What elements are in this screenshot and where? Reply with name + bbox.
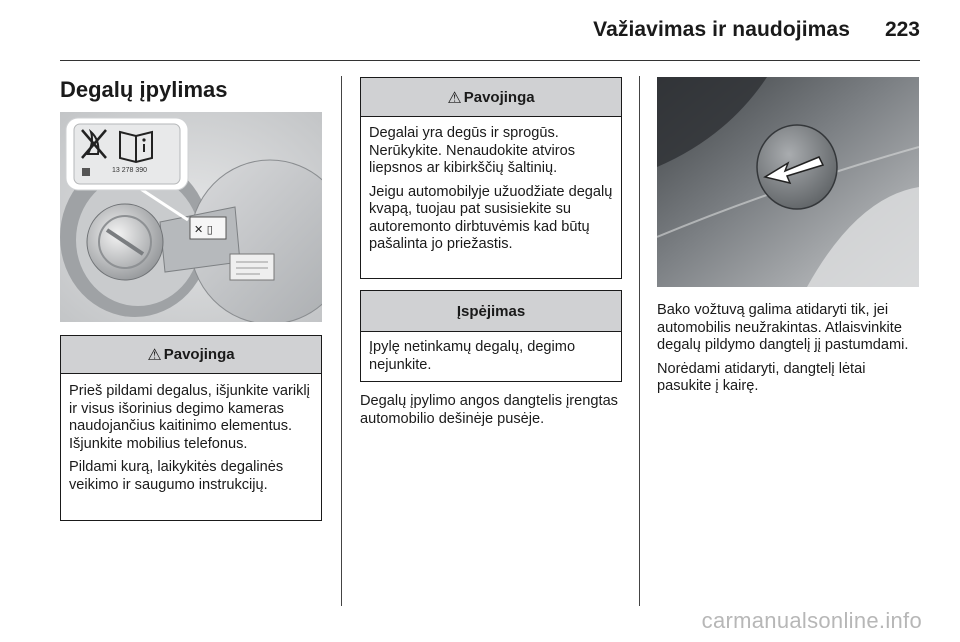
fuel-flap-illustration [657,77,919,287]
caution-paragraph: Įpylę netinkamų degalų, degimo nejunkite. [369,339,576,373]
danger-middle-paragraph-1: Degalai yra degūs ir sprogūs. Nerūkykite. Nenaudokite atviros liepsnos ar kibirkščių šaltinių. [369,125,576,176]
header-rule [60,60,920,61]
caution-box [360,290,622,382]
right-body-text [657,302,922,402]
caution-box-header [361,291,621,332]
running-header-title: Važiavimas ir naudojimas [593,18,850,41]
watermark: carmanualsonline.info [701,608,922,633]
middle-body-text [360,393,625,434]
warning-triangle-icon: ⚠ [447,87,462,107]
section-title: Degalų įpylimas [60,77,228,102]
danger-middle-paragraph-2: Jeigu automobilyje užuodžiate degalų kvapą, tuojau pat susisiekite su autoremonto dirbtuvėmis kad būtų pašalinta jo priežastis. [369,183,613,252]
right-paragraph-2: Norėdami atidaryti, dangtelį lėtai pasukite į kairę. [657,360,866,394]
fuel-flap-figure [657,77,919,287]
page-number: 223 [884,18,920,41]
fuel-filler-figure [60,112,322,322]
right-paragraph-1: Bako vožtuvą galima atidaryti tik, jei automobilis neužrakintas. Atlaisvinkite degalų pildymo dangtelį jį pastumdami. [657,302,909,353]
svg-text:✕ ▯: ✕ ▯ [194,223,213,236]
danger-left-paragraph-1: Prieš pildami degalus, išjunkite variklį ir visus išorinius degimo kameras naudojančius kaitinimo elementus. Išjunkite mobilius telefonus. [69,383,310,452]
caution-box-title: Įspėjimas [456,302,526,320]
column-rule-left [341,76,342,606]
danger-left-paragraph-2: Pildami kurą, laikykitės degalinės veikimo ir saugumo instrukcijų. [69,459,284,493]
danger-box-left-header [61,336,321,374]
fuel-filler-illustration [60,112,322,322]
danger-box-left [60,335,322,521]
danger-box-left-title: Pavojinga [163,346,235,363]
danger-box-middle [360,77,622,279]
column-rule-right [639,76,640,606]
sticker-code: 13 278 390 [112,167,148,174]
danger-box-middle-title: Pavojinga [463,88,535,106]
warning-triangle-icon: ⚠ [147,345,162,364]
fuel-flap-location-text: Degalų įpylimo angos dangtelis įrengtas automobilio dešinėje pusėje. [360,393,618,427]
danger-box-middle-header [361,78,621,117]
